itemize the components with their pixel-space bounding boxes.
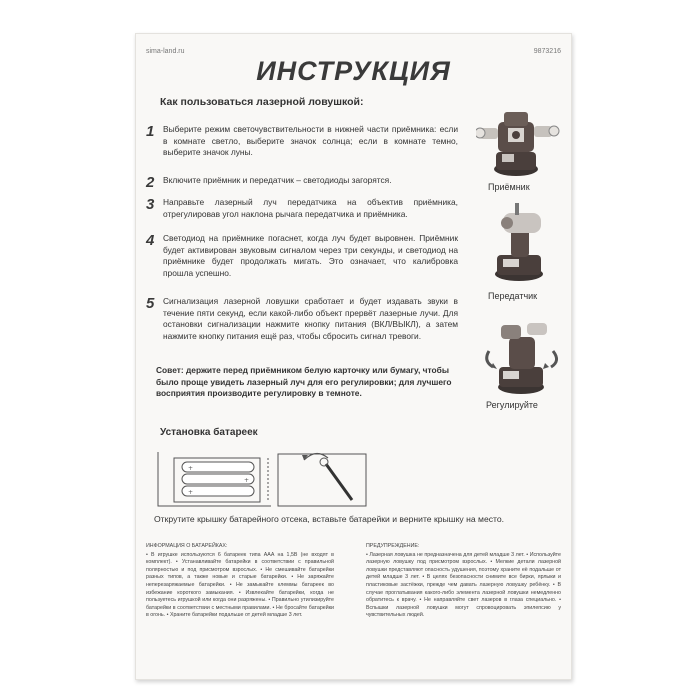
- adjust-illustration: [481, 317, 566, 397]
- receiver-illustration: [476, 104, 566, 179]
- step-2: [146, 174, 458, 191]
- step-number: 4: [146, 232, 155, 249]
- battery-info-heading: ИНФОРМАЦИЯ О БАТАРЕЙКАХ:: [146, 543, 228, 549]
- step-number: 1: [146, 123, 155, 140]
- adjust-caption: Регулируйте: [486, 400, 538, 410]
- step-text: Сигнализация лазерной ловушки сработает и будет издавать звуки в течение пяти секунд, если какой-либо объект прервёт лазерные лучи. Для остановки сигнализации нажмите кнопку питания (ВКЛ/ВЫКЛ), а затем нажмите кнопку питания ещё раз, чтобы сбросить сигнал тревоги.: [163, 296, 458, 341]
- warning-block: [366, 543, 561, 620]
- article-number: 9873216: [533, 48, 561, 55]
- svg-text:+: +: [188, 489, 194, 496]
- step-text: Светодиод на приёмнике погаснет, когда луч будет выровнен. Приёмник будет активирован звуковым сигналом через три секунды, и светодиод на приёмнике будет продолжать мигать. Это означает, что калибровка прошла успешно.: [163, 233, 458, 278]
- instruction-sheet: [135, 33, 572, 680]
- step-4: [146, 233, 458, 279]
- receiver-caption: Приёмник: [488, 182, 530, 192]
- step-number: 2: [146, 174, 155, 191]
- battery-compartment-illustration: [156, 444, 371, 512]
- step-5: [146, 296, 458, 342]
- step-text: Включите приёмник и передатчик – светодиоды загорятся.: [163, 175, 392, 185]
- svg-text:+: +: [244, 477, 250, 484]
- battery-info-block: [146, 543, 334, 620]
- warning-heading: ПРЕДУПРЕЖДЕНИЕ:: [366, 543, 420, 549]
- battery-heading: Установка батареек: [160, 427, 258, 438]
- step-text: Выберите режим светочувствительности в нижней части приёмника: если в комнате светло, выберите значок солнца; если в комнате темно, выберите значок луны.: [163, 124, 458, 158]
- site-url: sima-land.ru: [146, 48, 185, 55]
- usage-subtitle: Как пользоваться лазерной ловушкой:: [160, 96, 364, 108]
- step-1: [146, 124, 458, 159]
- warning-text: • Лазерная ловушка не предназначена для детей младше 3 лет. • Используйте лазерную ловушку под присмотром взрослых. • Мелкие детали лазерной ловушки представляют опасность удушения, поэтому храните её подальше от детей младше 3 лет. • В целях безопасности снимите все бирки, ярлыки и пластиковые застёжки, прежде чем давать лазерную ловушку ребёнку. • В случае проглатывания какого-либо элемента лазерной ловушки немедленно обратитесь к врачу. • Не направляйте свет лазеров в глаза специально. • Вспышки лазерной ловушки могут спровоцировать эпилепсию у чувствительных людей.: [366, 551, 561, 619]
- battery-caption: Открутите крышку батарейного отсека, вставьте батарейки и верните крышку на место.: [154, 514, 505, 524]
- svg-text:+: +: [188, 465, 194, 472]
- step-number: 3: [146, 196, 155, 213]
- step-3: [146, 197, 458, 220]
- battery-info-text: • В игрушке используются 6 батареек типа ААА на 1,5В (не входят в комплект). • Устанавливайте батарейки в соответствии с правильной полярностью и под присмотром взрослых. • Не смешивайте батарейки разных типов, а также новые и старые батарейки. • Не заряжайте неперезаряжаемые батарейки. • Не замыкайте клеммы батареек во избежание короткого замыкания. • Извлекайте батарейки, когда не пользуетесь игрушкой или когда они разряжены. • Правильно утилизируйте батарейки в соответствии с местными правилами. • Не бросайте батарейки в огонь. • Храните батарейки подальше от детей младше 3 лет.: [146, 551, 334, 619]
- advice-text: Совет: держите перед приёмником белую карточку или бумагу, чтобы было проще увидеть лазерный луч для его регулировки; для лучшего восприятия производите регулировку в темноте.: [156, 365, 452, 399]
- page-title: ИНСТРУКЦИЯ: [256, 56, 451, 86]
- step-number: 5: [146, 295, 155, 312]
- transmitter-illustration: [481, 199, 561, 284]
- transmitter-caption: Передатчик: [488, 291, 538, 301]
- step-text: Направьте лазерный луч передатчика на объектив приёмника, отрегулировав угол наклона рычага передатчика и приёмника.: [163, 197, 458, 219]
